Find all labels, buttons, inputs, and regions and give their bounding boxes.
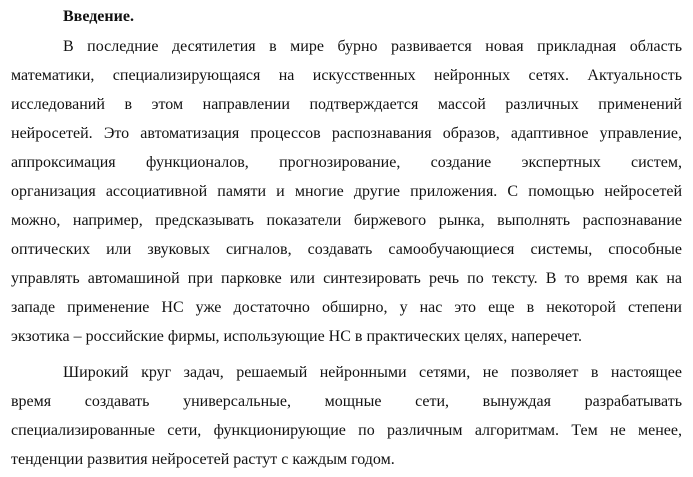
section-heading: Введение. [63, 8, 134, 25]
paragraph-1-line-9: управлять автомашиной при парковке или синтезировать речь по тексту. В то время как на [11, 270, 682, 287]
paragraph-1-line-3: исследований в этом направлении подтверждается массой различных применений [11, 96, 682, 113]
paragraph-2-line-4: тенденции развития нейросетей растут с каждым годом. [11, 451, 395, 468]
paragraph-1-line-1: В последние десятилетия в мире бурно развивается новая прикладная область [63, 38, 682, 55]
paragraph-1-line-8: оптических или звуковых сигналов, создавать самообучающиеся системы, способные [11, 241, 682, 258]
paragraph-2-line-1: Широкий круг задач, решаемый нейронными сетями, не позволяет в настоящее [63, 364, 682, 381]
paragraph-1-line-10: западе применение НС уже достаточно обширно, у нас это еще в некоторой степени [11, 299, 682, 316]
paragraph-1-line-5: аппроксимация функционалов, прогнозирование, создание экспертных систем, [11, 154, 682, 171]
paragraph-1-line-7: можно, например, предсказывать показатели биржевого рынка, выполнять распознавание [11, 212, 682, 229]
paragraph-1-line-2: математики, специализирующаяся на искусственных нейронных сетях. Актуальность [11, 67, 682, 84]
paragraph-2-line-2: время создавать универсальные, мощные сети, вынуждая разрабатывать [11, 393, 682, 410]
paragraph-1-line-6: организация ассоциативной памяти и многие другие приложения. С помощью нейросетей [11, 183, 682, 200]
paragraph-1-line-4: нейросетей. Это автоматизация процессов распознавания образов, адаптивное управление, [11, 125, 682, 142]
paragraph-1-line-11: экзотика – российские фирмы, использующие НС в практических целях, наперечет. [11, 328, 582, 345]
paragraph-2-line-3: специализированные сети, функционирующие по различным алгоритмам. Тем не менее, [11, 422, 682, 439]
